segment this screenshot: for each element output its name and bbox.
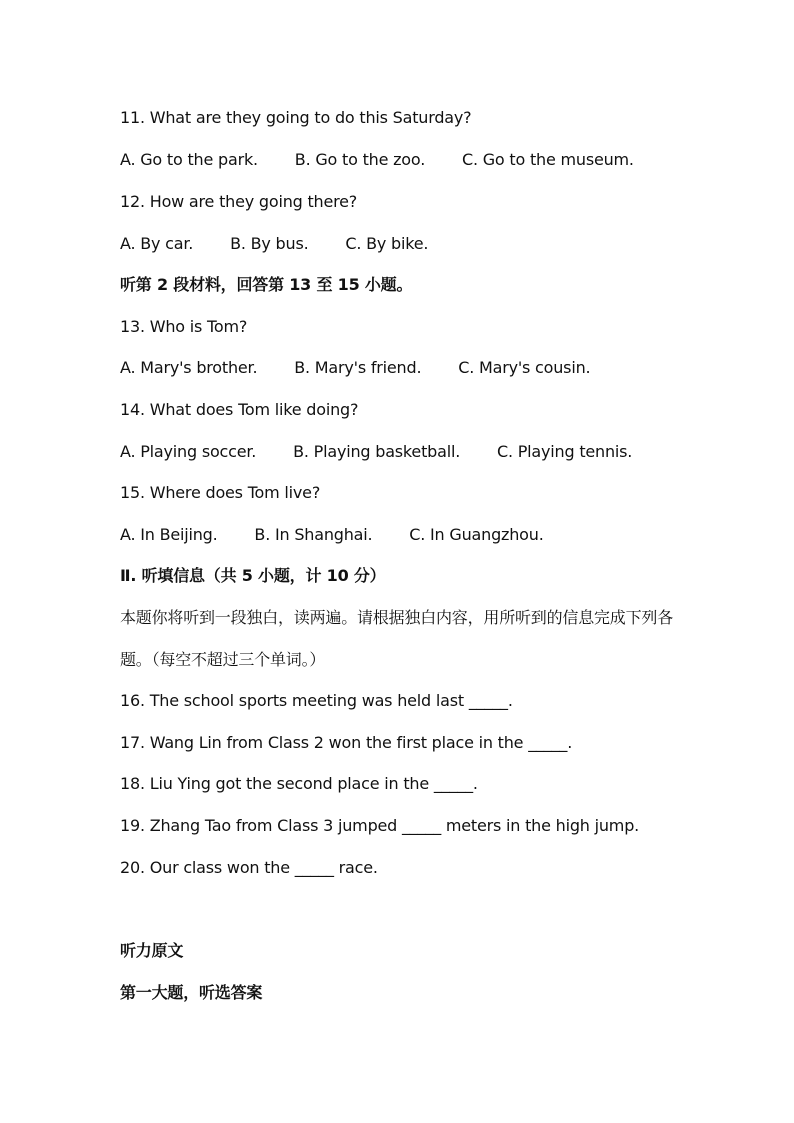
q12-option-a: A. By car. — [120, 234, 194, 253]
q15-option-a: A. In Beijing. — [120, 525, 218, 544]
question-15-stem: 15. Where does Tom live? — [120, 483, 321, 502]
question-12-options — [120, 234, 428, 254]
part-2-instruction-line-1: 本题你将听到一段独白，读两遍。请根据独白内容，用所听到的信息完成下列各 — [120, 608, 674, 627]
question-13-options — [120, 358, 590, 378]
part-2-heading: Ⅱ. 听填信息（共 5 小题，计 10 分） — [120, 566, 386, 585]
fill-item-20: 20. Our class won the _____ race. — [120, 858, 378, 877]
question-12-stem: 12. How are they going there? — [120, 192, 358, 211]
q14-option-a: A. Playing soccer. — [120, 442, 257, 461]
question-11-options — [120, 150, 634, 170]
transcript-subheading: 第一大题，听选答案 — [120, 983, 263, 1002]
section-2-intro: 听第 2 段材料，回答第 13 至 15 小题。 — [120, 275, 413, 294]
q13-option-b: B. Mary's friend. — [294, 358, 422, 377]
fill-item-19: 19. Zhang Tao from Class 3 jumped _____ meters in the high jump. — [120, 816, 640, 835]
fill-item-18: 18. Liu Ying got the second place in the _____. — [120, 774, 478, 793]
question-13-stem: 13. Who is Tom? — [120, 317, 248, 336]
fill-item-16: 16. The school sports meeting was held last _____. — [120, 691, 513, 710]
q13-option-a: A. Mary's brother. — [120, 358, 258, 377]
question-14-options — [120, 442, 632, 462]
q11-option-a: A. Go to the park. — [120, 150, 258, 169]
q12-option-b: B. By bus. — [230, 234, 309, 253]
q14-option-b: B. Playing basketball. — [293, 442, 461, 461]
question-15-options — [120, 525, 544, 545]
transcript-heading: 听力原文 — [120, 941, 184, 960]
question-14-stem: 14. What does Tom like doing? — [120, 400, 359, 419]
q12-option-c: C. By bike. — [345, 234, 429, 253]
q11-option-c: C. Go to the museum. — [461, 150, 634, 169]
q14-option-c: C. Playing tennis. — [496, 442, 633, 461]
q13-option-c: C. Mary's cousin. — [458, 358, 591, 377]
q15-option-c: C. In Guangzhou. — [409, 525, 544, 544]
question-11-stem: 11. What are they going to do this Saturday? — [120, 108, 472, 127]
part-2-instruction-line-2: 题。（每空不超过三个单词。） — [120, 650, 326, 669]
fill-item-17: 17. Wang Lin from Class 2 won the first place in the _____. — [120, 733, 573, 752]
q15-option-b: B. In Shanghai. — [254, 525, 373, 544]
q11-option-b: B. Go to the zoo. — [294, 150, 426, 169]
